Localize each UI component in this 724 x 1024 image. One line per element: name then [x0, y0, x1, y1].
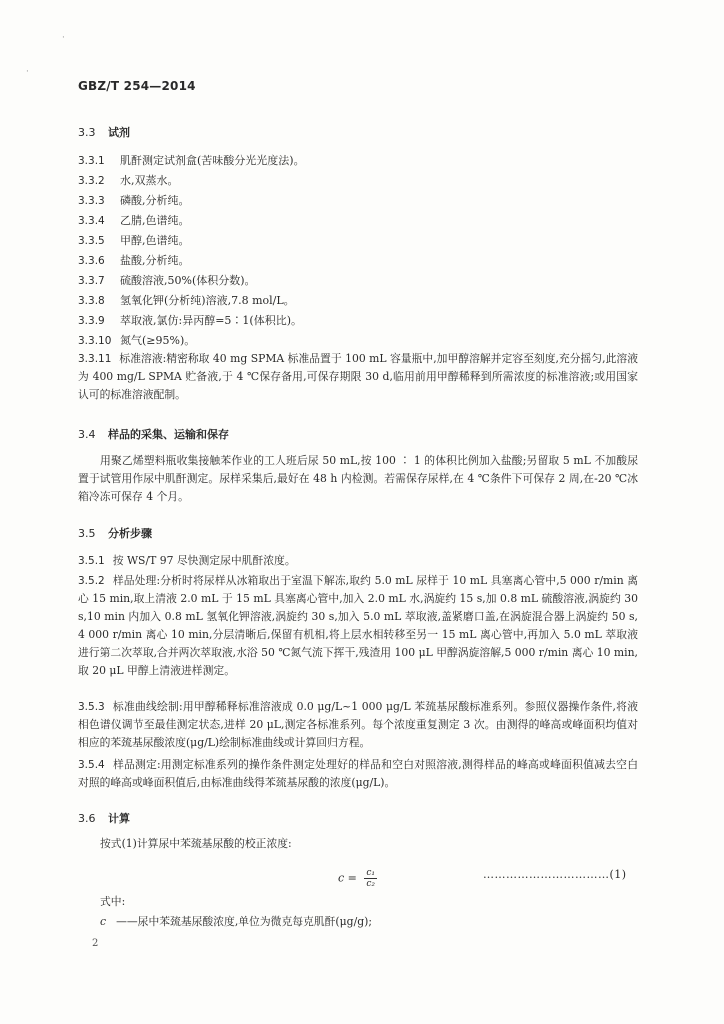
paragraph-3-3-11	[78, 350, 638, 404]
section-title: 计算	[108, 812, 130, 825]
symbol: c	[100, 915, 107, 928]
section-heading	[78, 525, 152, 541]
section-title: 试剂	[108, 126, 130, 139]
item-number: 3.3.2	[78, 175, 105, 187]
item-text: 甲醇,色谱纯。	[120, 234, 190, 247]
paragraph-text: 标准曲线绘制:用甲醇稀释标准溶液成 0.0 μg/L~1 000 μg/L 苯巯基尿酸标准系列。参照仪器操作条件,将液相色谱仪调节至最佳测定状态,进样 20 μL,测定各标准系列。每个浓度重复测定 3 次。由测得的峰高或峰面积均值对相应的苯巯基尿酸浓度(μg/L)绘制标准曲线或计算回归方程。	[78, 700, 638, 749]
list-item	[78, 272, 256, 288]
list-item	[78, 232, 190, 248]
section-number: 3.4	[78, 428, 96, 441]
item-text: 氢氧化钾(分析纯)溶液,7.8 mol/L。	[120, 294, 295, 307]
section-number: 3.5	[78, 527, 96, 540]
paragraph-3-5-1	[78, 552, 638, 570]
paragraph-3-5-2	[78, 572, 638, 680]
paragraph-text: 样品测定:用测定标准系列的操作条件测定处理好的样品和空白对照溶液,测得样品的峰高或峰面积值减去空白对照的峰高或峰面积值后,由标准曲线得苯巯基尿酸的浓度(μg/L)。	[78, 758, 638, 789]
symbol-definition	[78, 913, 638, 931]
paragraph-3-4: 用聚乙烯塑料瓶收集接触苯作业的工人班后尿 50 mL,按 100 ∶ 1 的体积比例加入盐酸;另留取 5 mL 不加酸尿置于试管用作尿中肌酐测定。尿样采集后,最好在 48 h 内检测。若需保存尿样,在 4 ℃条件下可保存 2 周,在-20 ℃冰箱冷冻可保存 4 个月。	[78, 454, 638, 503]
fraction-numerator: c₁	[366, 868, 376, 878]
item-number: 3.3.4	[78, 215, 105, 227]
item-text: 肌酐测定试剂盒(苦味酸分光光度法)。	[120, 154, 305, 167]
corner-mark: ·	[62, 33, 65, 43]
list-item	[78, 332, 195, 348]
section-heading	[78, 810, 130, 826]
list-item	[78, 172, 179, 188]
item-number: 3.3.1	[78, 155, 105, 167]
item-number: 3.3.8	[78, 295, 105, 307]
item-text: 水,双蒸水。	[120, 174, 179, 187]
equation-lhs: c =	[338, 871, 357, 885]
list-item	[78, 312, 302, 328]
paragraph-3-6: 按式(1)计算尿中苯巯基尿酸的校正浓度:	[100, 837, 292, 850]
item-number: 3.3.11	[78, 353, 112, 365]
fraction	[364, 868, 377, 889]
equation-1	[338, 868, 377, 889]
paragraph-text: 样品处理:分析时将尿样从冰箱取出于室温下解冻,取约 5.0 mL 尿样于 10 mL 具塞离心管中,5 000 r/min 离心 15 min,取上清液 2.0 mL 于 15 mL 具塞离心管中,加入 2.0 mL 水,涡旋约 15 s,加 0.8 mL 硫酸溶液,涡旋约 30 s,10 min 内加入 0.8 mL 氢氧化钾溶液,涡旋约 30 s,加入 5.0 mL 萃取液,盖紧磨口盖,在涡旋混合器上涡旋约 50 s,4 000 r/min 离心 10 min,分层清晰后,保留有机相,将上层水相转移至另一 15 mL 离心管中,再加入 5.0 mL 萃取液进行第二次萃取,合并两次萃取液,水浴 50 ℃氮气流下挥干,残渣用 100 μL 甲醇涡旋溶解,5 000 r/min 离心 10 min,取 20 μL 甲醇上清液进样测定。	[78, 574, 638, 677]
section-title: 样品的采集、运输和保存	[108, 428, 229, 441]
item-number: 3.3.5	[78, 235, 105, 247]
item-number: 3.5.3	[78, 701, 105, 713]
paragraph-text: 标准溶液:精密称取 40 mg SPMA 标准品置于 100 mL 容量瓶中,加甲醇溶解并定容至刻度,充分摇匀,此溶液为 400 mg/L SPMA 贮备液,于 4 ℃保存备用,可保存期限 30 d,临用前用甲醇稀释到所需浓度的标准溶液;或用国家认可的标准溶液配制。	[78, 352, 638, 401]
section-number: 3.6	[78, 812, 96, 825]
section-title: 分析步骤	[108, 527, 152, 540]
item-text: 硫酸溶液,50%(体积分数)。	[120, 274, 256, 287]
item-text: 磷酸,分析纯。	[120, 194, 190, 207]
paragraph-3-5-4	[78, 756, 638, 792]
item-number: 3.3.7	[78, 275, 105, 287]
paragraph-3-5-3	[78, 698, 638, 752]
fraction-denominator: c₂	[366, 879, 376, 889]
item-number: 3.3.6	[78, 255, 105, 267]
list-item	[78, 292, 295, 308]
equation-number: ……………………………(1)	[483, 868, 627, 881]
section-number: 3.3	[78, 126, 96, 139]
list-item	[78, 192, 190, 208]
list-item	[78, 152, 305, 168]
symbol-description: ——尿中苯巯基尿酸浓度,单位为微克每克肌酐(μg/g);	[116, 915, 372, 928]
section-heading	[78, 426, 229, 442]
where-label: 式中:	[100, 895, 126, 908]
corner-mark: ·	[26, 67, 29, 77]
item-text: 氮气(≥95%)。	[120, 334, 196, 347]
item-text: 萃取液,氯仿:异丙醇=5∶1(体积比)。	[120, 314, 302, 327]
document-header: GBZ/T 254—2014	[78, 79, 196, 93]
section-heading	[78, 124, 130, 140]
item-text: 盐酸,分析纯。	[120, 254, 190, 267]
item-number: 3.3.10	[78, 335, 112, 347]
item-number: 3.5.2	[78, 575, 105, 587]
item-number: 3.5.4	[78, 759, 105, 771]
item-number: 3.3.3	[78, 195, 105, 207]
list-item	[78, 212, 190, 228]
list-item	[78, 252, 190, 268]
item-text: 乙腈,色谱纯。	[120, 214, 190, 227]
page-number: 2	[92, 938, 99, 949]
paragraph-text: 按 WS/T 97 尽快测定尿中肌酐浓度。	[112, 554, 296, 567]
item-number: 3.3.9	[78, 315, 105, 327]
item-number: 3.5.1	[78, 555, 105, 567]
